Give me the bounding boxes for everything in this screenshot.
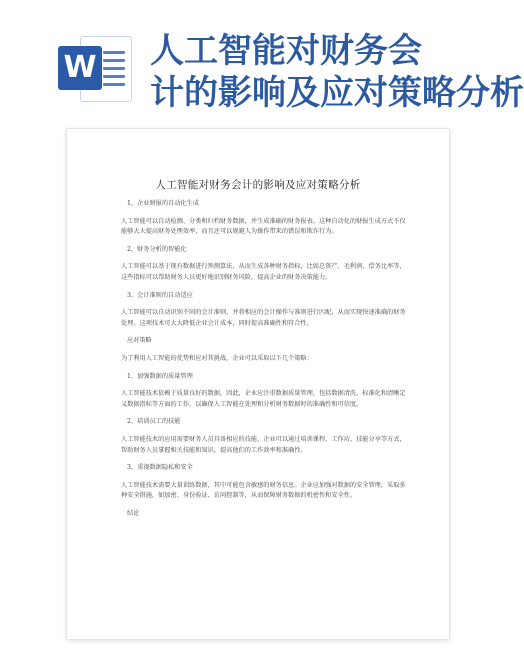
paragraph: 人工智能可以自动检测、分类和归档财务数据，并生成准确的财务报表。这种自动化的财报生成方式不仅能够大大提高财务处理效率，而且还可以规避人为操作带来的错误和欺诈行为。 [121,217,406,236]
paragraph: 人工智能技术的应用需要财务人员具备相应的技能，企业可以通过培训课程、工作坊、技能分享等方式，帮助财务人员掌握相关技能和知识，提高他们的工作效率和准确性。 [121,435,406,454]
banner-title-line-2: 计的影响及应对策略分析 [150,73,524,113]
document-page [66,128,450,640]
section-heading: 2、培训员工的技能 [127,418,181,426]
section-heading: 1、加强数据的质量管理 [127,372,193,380]
paragraph: 人工智能可以自动识别不同的会计准则，并将相应的会计操作与准则进行匹配，从而实现快速准确的财务处理。这项技术可大大降低企业会计成本，同时提高准确性和符合性。 [121,309,406,327]
word-badge: W [58,46,102,90]
paragraph: 人工智能可以基于现有数据进行预测算法，从而生成各种财务指标，比如总资产、毛利润、偿务比率等，这些指标可以帮助财务人员更好地识别财务风险，提高企业的财务决策能力。 [121,263,406,281]
banner-title [150,30,524,114]
banner-title-line-1: 人工智能对财务会 [150,31,422,71]
paragraph: 人工智能技术需要大量训练数据，其中可能包含敏感的财务信息。企业应加强对数据的安全管理，采取多种安全措施，如加密、身份验证、访问控制等，从而保障财务数据的机密性和安全性。 [121,481,406,500]
section-heading: 1、企业财报的自动化生成 [127,200,199,207]
section-heading: 3、会计准则的自动适应 [127,291,193,299]
section-heading: 2、财务分析的智能化 [127,245,187,253]
section-heading: 应对策略 [127,337,152,345]
paragraph: 为了利用人工智能的优势和应对其挑战，企业可以采取以下几个策略： [121,354,313,362]
preview-banner [0,0,524,140]
paragraph: 人工智能技术依赖于质量良好的数据，因此，企业应注重数据质量管理，包括数据清洗、标准化和清晰定义数据指标等方面的工作，以确保人工智能在处理和分析财务数据时的准确性和可信度。 [121,390,406,408]
document-body [121,199,409,526]
word-document-icon [58,32,134,104]
document-title: 人工智能对财务会计的影响及应对策略分析 [155,179,361,191]
section-heading: 结论 [127,509,140,517]
section-heading: 3、重视数据隐私和安全 [127,464,193,472]
